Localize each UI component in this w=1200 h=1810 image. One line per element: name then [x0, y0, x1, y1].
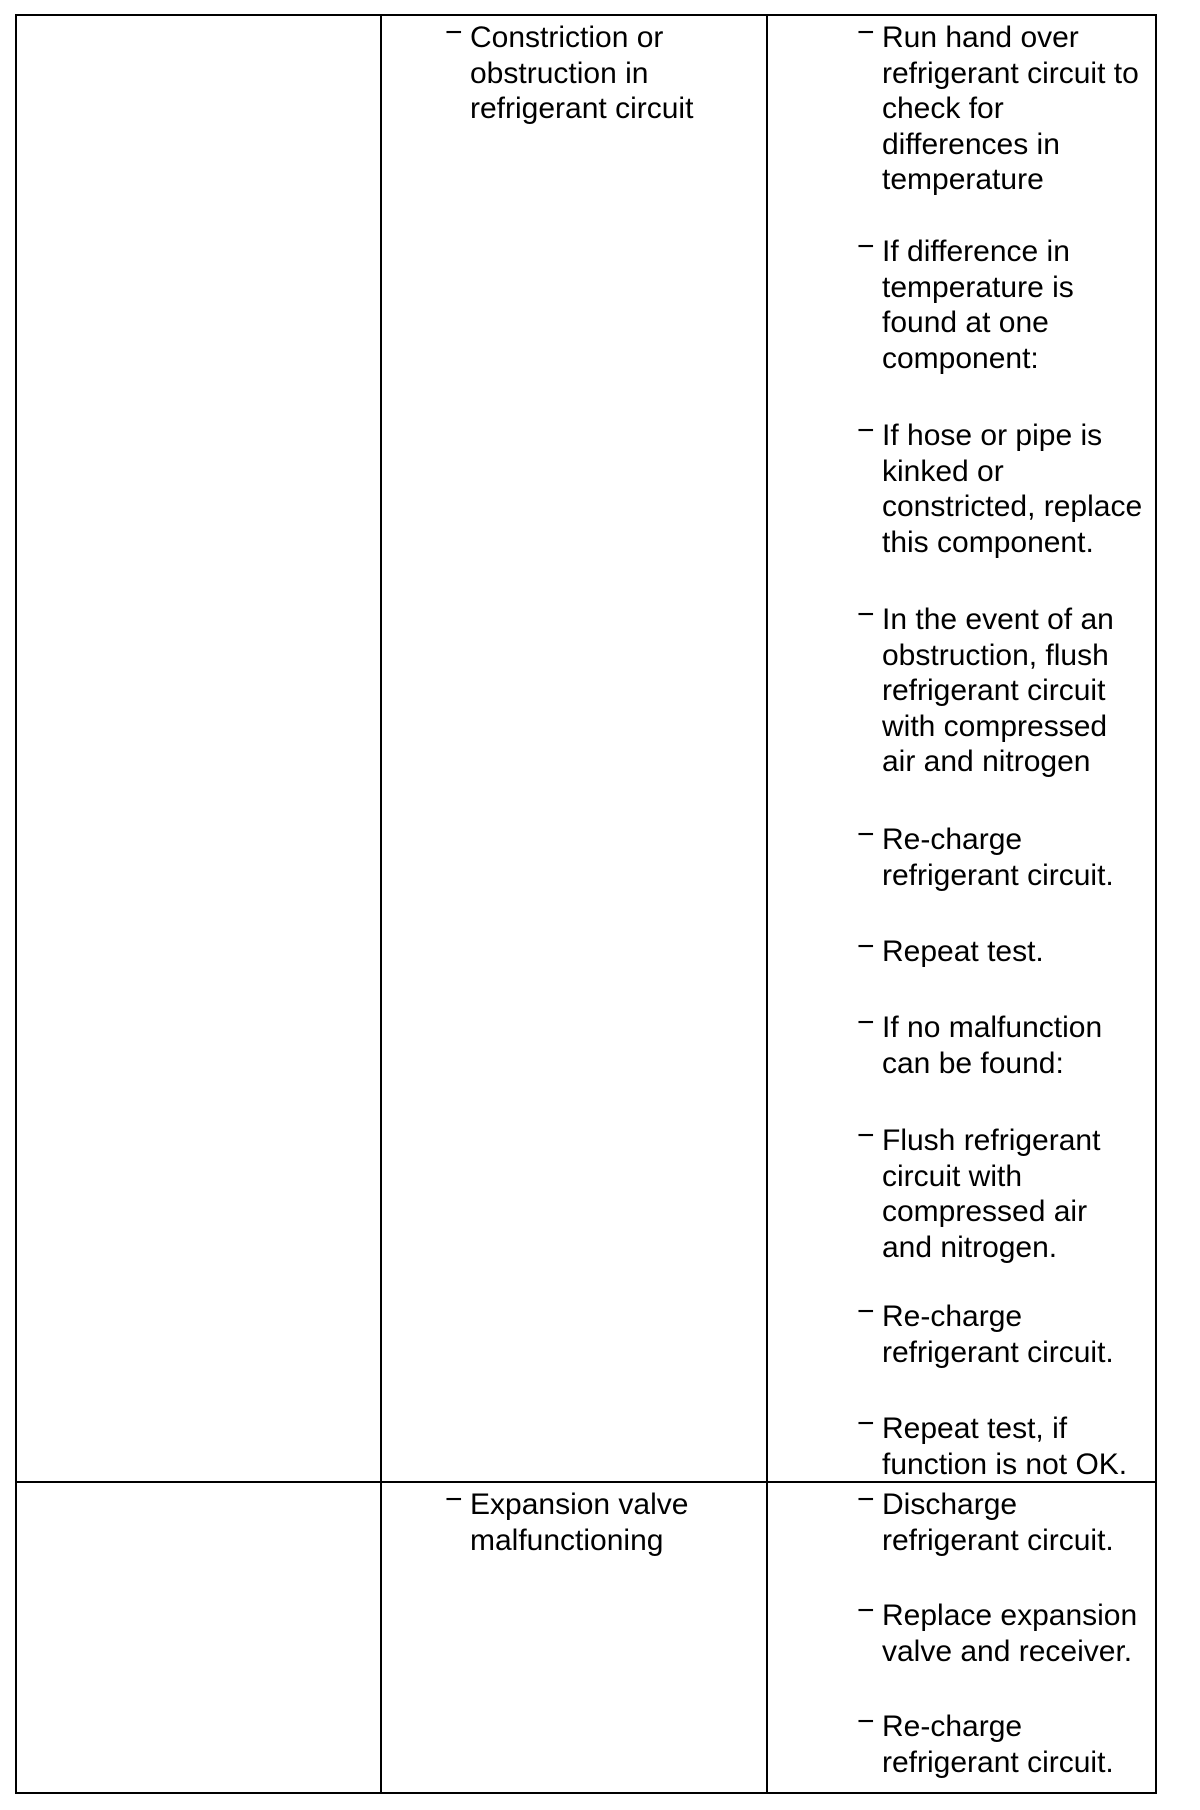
remedy-text: Re-charge refrigerant circuit. — [882, 1710, 1114, 1779]
remedy-text: Discharge refrigerant circuit. — [882, 1488, 1114, 1557]
dash-bullet: − — [857, 598, 875, 631]
table-border-bottom — [15, 1792, 1157, 1794]
remedy-text: Re-charge refrigerant circuit. — [882, 1300, 1114, 1369]
remedy-text: If hose or pipe is kinked or constricted, replace this component. — [882, 419, 1143, 559]
remedy-item — [857, 1705, 1114, 1780]
remedy-text: Flush refrigerant circuit with compressed air and nitrogen. — [882, 1124, 1101, 1264]
remedy-text: Re-charge refrigerant circuit. — [882, 823, 1114, 892]
cause-text: Expansion valve malfunctioning — [470, 1488, 689, 1557]
dash-bullet: − — [857, 414, 875, 447]
remedy-text: Repeat test. — [882, 935, 1044, 968]
dash-bullet: − — [445, 16, 463, 49]
remedy-item — [857, 1006, 1103, 1081]
remedy-item — [857, 1483, 1114, 1558]
dash-bullet: − — [857, 230, 875, 263]
remedy-cell — [768, 1483, 1155, 1792]
remedy-item — [857, 16, 1139, 198]
dash-bullet: − — [857, 1295, 875, 1328]
remedy-item — [857, 1119, 1101, 1265]
cause-text: Constriction or obstruction in refrigerant circuit — [470, 21, 694, 125]
dash-bullet: − — [857, 1119, 875, 1152]
remedy-text: Run hand over refrigerant circuit to check for differences in temperature — [882, 21, 1139, 196]
component-cell — [15, 14, 380, 1481]
remedy-item — [857, 1295, 1114, 1370]
remedy-item — [857, 414, 1143, 560]
remedy-item — [857, 1594, 1138, 1669]
remedy-text: In the event of an obstruction, flush refrigerant circuit with compressed air and nitrogen — [882, 603, 1114, 778]
dash-bullet: − — [857, 16, 875, 49]
remedy-text: If difference in temperature is found at one component: — [882, 235, 1074, 375]
cause-cell — [382, 1483, 766, 1792]
troubleshooting-table — [15, 14, 1157, 1794]
remedy-item — [857, 930, 1044, 970]
remedy-text: If no malfunction can be found: — [882, 1011, 1103, 1080]
dash-bullet: − — [857, 1006, 875, 1039]
remedy-item — [857, 1407, 1128, 1482]
dash-bullet: − — [445, 1483, 463, 1516]
table-row — [15, 14, 1157, 1481]
cause-cell — [382, 14, 766, 1481]
dash-bullet: − — [857, 1705, 875, 1738]
remedy-item — [857, 230, 1074, 376]
remedy-item — [857, 818, 1114, 893]
remedy-cell — [768, 14, 1155, 1481]
table-row — [15, 1483, 1157, 1792]
cause-item — [445, 1483, 689, 1558]
remedy-item — [857, 598, 1114, 780]
cause-item — [445, 16, 694, 127]
dash-bullet: − — [857, 930, 875, 963]
component-cell — [15, 1483, 380, 1792]
dash-bullet: − — [857, 1407, 875, 1440]
remedy-text: Replace expansion valve and receiver. — [882, 1599, 1138, 1668]
remedy-text: Repeat test, if function is not OK. — [882, 1412, 1128, 1481]
dash-bullet: − — [857, 1594, 875, 1627]
dash-bullet: − — [857, 818, 875, 851]
dash-bullet: − — [857, 1483, 875, 1516]
